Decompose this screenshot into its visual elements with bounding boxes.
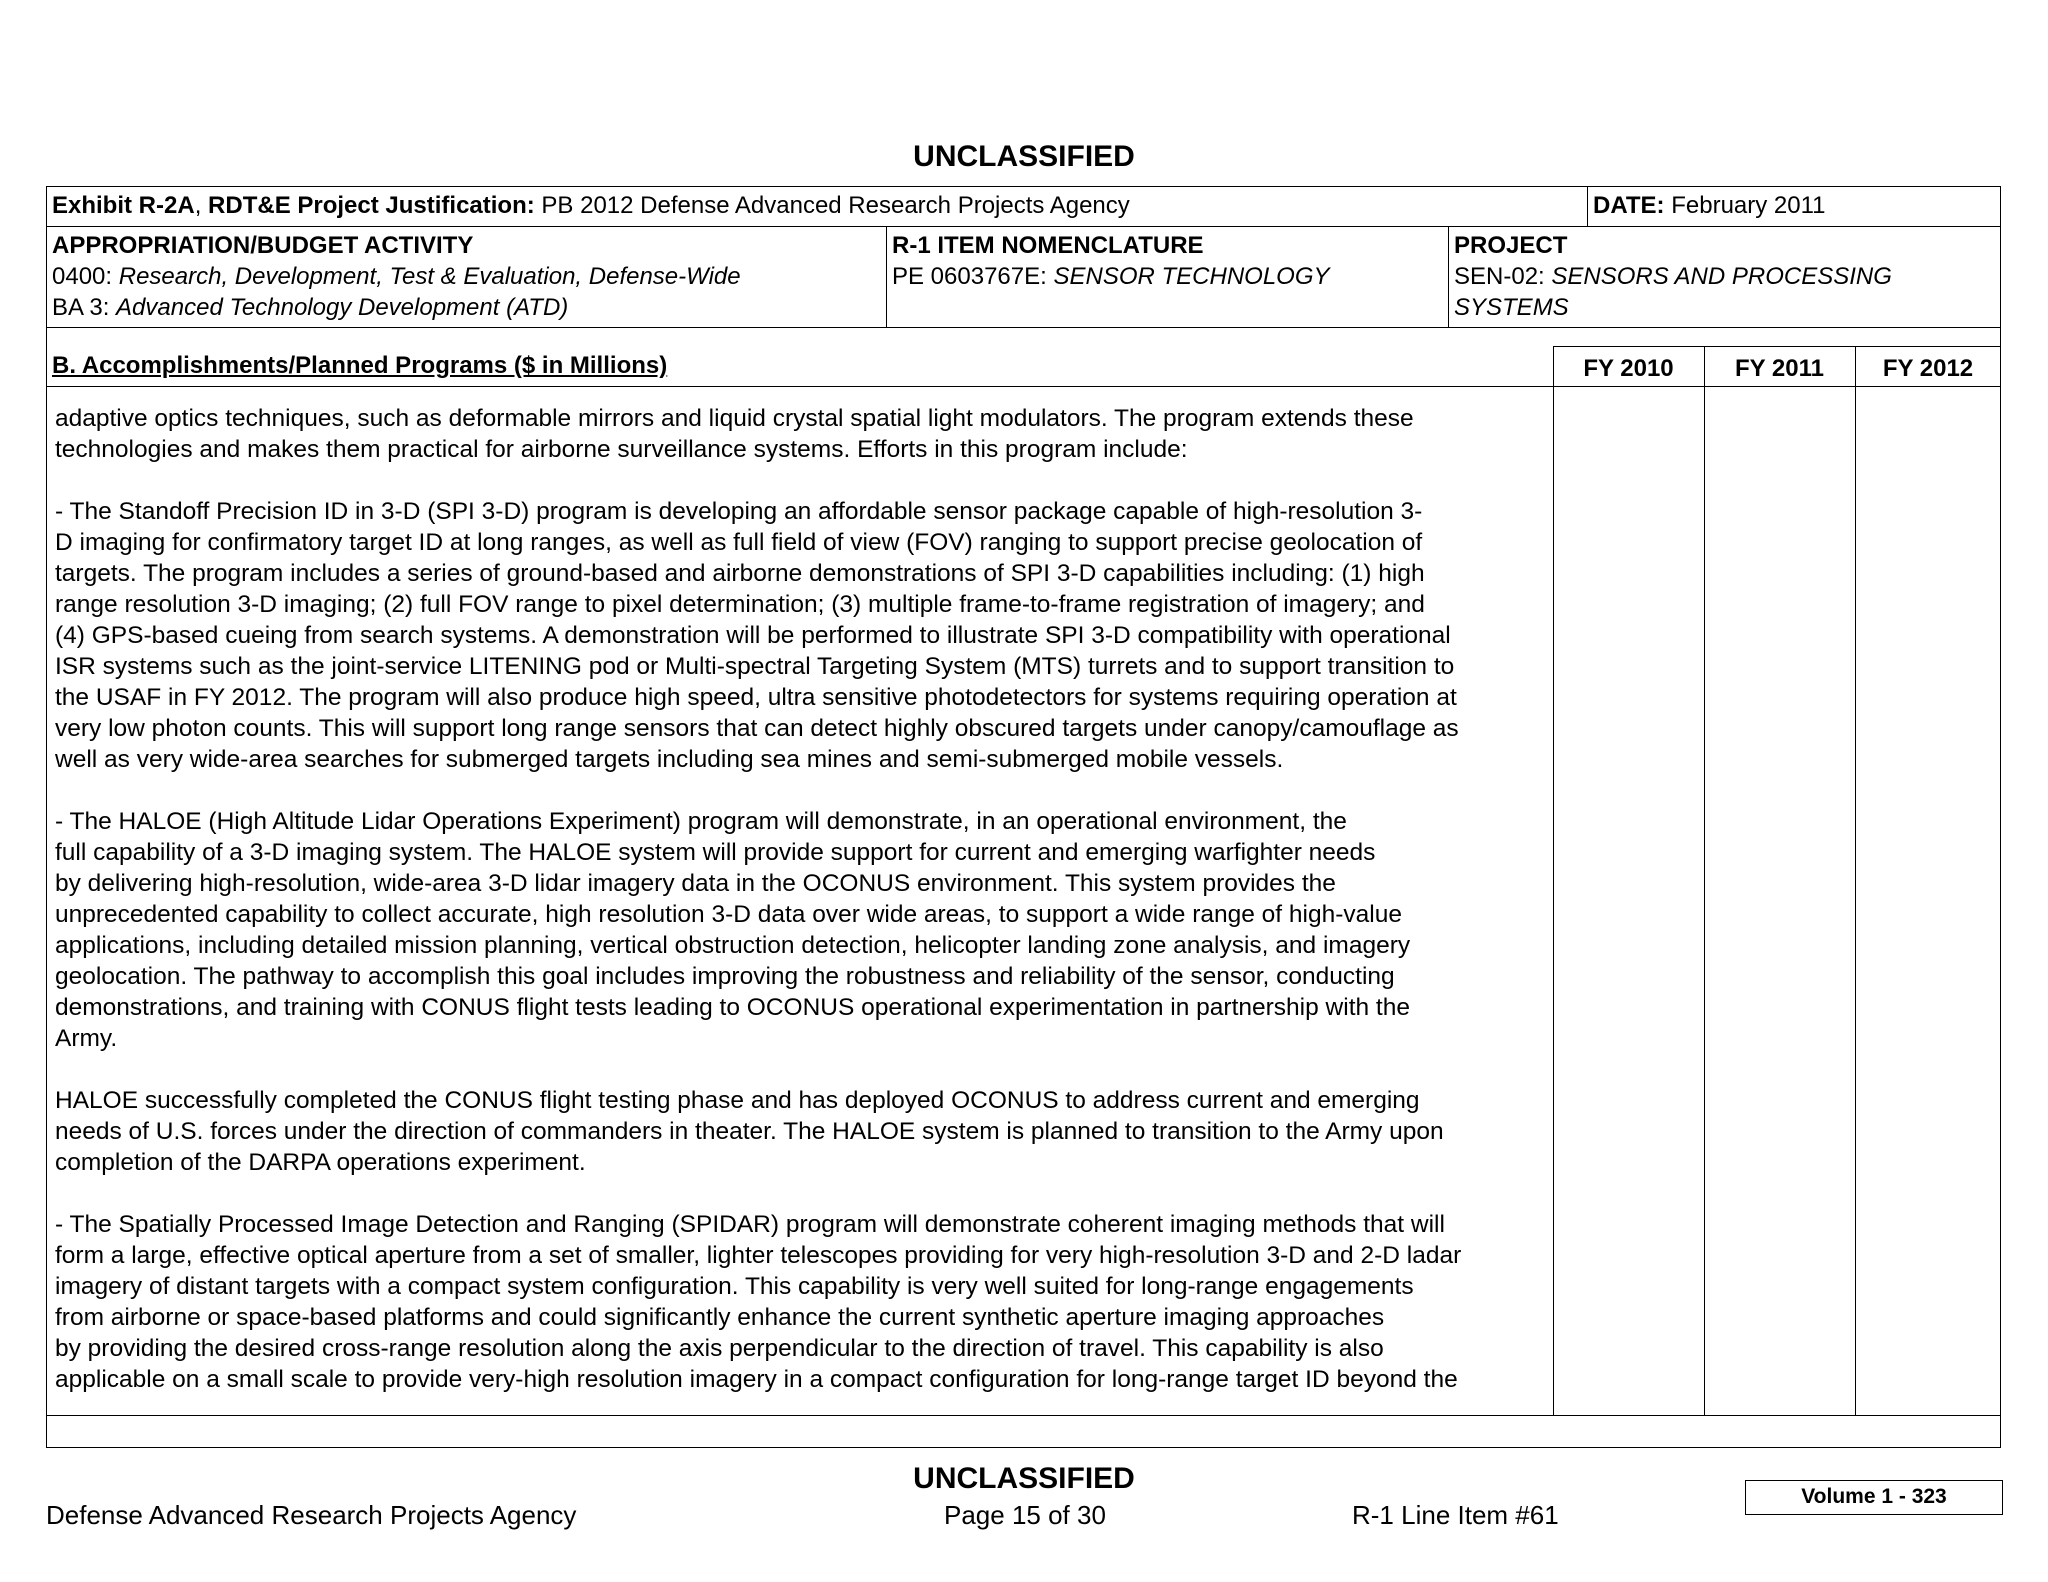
classification-bottom: UNCLASSIFIED <box>913 1462 1135 1495</box>
exhibit-title: Exhibit R-2A, RDT&E Project Justification: PB 2012 Defense Advanced Research Projects Agency <box>52 192 1130 219</box>
nomenclature-text: SENSOR TECHNOLOGY <box>1053 263 1330 290</box>
project-label: PROJECT <box>1454 232 1568 259</box>
project-text: SENSORS AND PROCESSING SYSTEMS <box>1454 263 1892 321</box>
section-title: B. Accomplishments/Planned Programs ($ in Millions) <box>52 352 668 379</box>
fy-2010-header: FY 2010 <box>1583 355 1674 382</box>
fy-2011-header: FY 2011 <box>1735 355 1824 382</box>
date-label: DATE: <box>1593 192 1665 219</box>
exhibit-heading: RDT&E Project Justification: <box>208 192 535 219</box>
exhibit-agency: PB 2012 Defense Advanced Research Projects Agency <box>534 192 1130 219</box>
appropriation-cell: APPROPRIATION/BUDGET ACTIVITY 0400: Research, Development, Test & Evaluation, Defense-Wide BA 3: Advanced Technology Development (ATD) <box>52 232 741 321</box>
paragraph: adaptive optics techniques, such as deformable mirrors and liquid crystal spatial light modulators. The program extends these technologies and makes them practical for airborne surveillance systems. Efforts in this program include: <box>55 405 1414 463</box>
footer-page: Page 15 of 30 <box>944 1500 1106 1530</box>
footer-agency: Defense Advanced Research Projects Agency <box>46 1500 577 1530</box>
exhibit-label: Exhibit R-2A <box>52 192 195 219</box>
classification-top: UNCLASSIFIED <box>913 140 1135 173</box>
date-value: February 2011 <box>1664 192 1826 219</box>
appropriation-line1: Research, Development, Test & Evaluation, Defense-Wide <box>118 263 741 290</box>
exhibit-date <box>1593 190 1993 221</box>
nomenclature-cell: R-1 ITEM NOMENCLATURE PE 0603767E: SENSOR TECHNOLOGY <box>892 232 1330 290</box>
paragraph: HALOE successfully completed the CONUS flight testing phase and has deployed OCONUS to address current and emerging needs of U.S. forces under the direction of commanders in theater. The HALOE system is planned to transition to the Army upon completion of the DARPA operations experiment. <box>55 1087 1444 1176</box>
footer-line-item: R-1 Line Item #61 <box>1352 1500 1559 1530</box>
footer-volume: Volume 1 - 323 <box>1745 1480 2003 1515</box>
paragraph: - The Standoff Precision ID in 3-D (SPI 3-D) program is developing an affordable sensor package capable of high-resolution 3- D imaging for confirmatory target ID at long ranges, as well as full field of view (FOV) ranging to support precise geolocation of targets. The program includes a series of ground-based and airborne demonstrations of SPI 3-D capabilities including: (1) high range resolution 3-D imaging; (2) full FOV range to pixel determination; (3) multiple frame-to-frame registration of imagery; and (4) GPS-based cueing from search systems. A demonstration will be performed to illustrate SPI 3-D compatibility with operational ISR systems such as the joint-service LITENING pod or Multi-spectral Targeting System (MTS) turrets and to support transition to the USAF in FY 2012. The program will also produce high speed, ultra sensitive photodetectors for systems requiring operation at very low photon counts. This will support long range sensors that can detect highly obscured targets under canopy/camouflage as well as very wide-area searches for submerged targets including sea mines and semi-submerged mobile vessels. <box>55 498 1459 773</box>
body-text <box>55 403 1552 1426</box>
nomenclature-label: R-1 ITEM NOMENCLATURE <box>892 232 1204 259</box>
paragraph: - The HALOE (High Altitude Lidar Operations Experiment) program will demonstrate, in an operational environment, the full capability of a 3-D imaging system. The HALOE system will provide support for current and emerging warfighter needs by delivering high-resolution, wide-area 3-D lidar imagery data in the OCONUS environment. This system provides the unprecedented capability to collect accurate, high resolution 3-D data over wide areas, to support a wide range of high-value applications, including detailed mission planning, vertical obstruction detection, helicopter landing zone analysis, and imagery geolocation. The pathway to accomplish this goal includes improving the robustness and reliability of the sensor, conducting demonstrations, and training with CONUS flight tests leading to OCONUS operational experimentation in partnership with the Army. <box>55 808 1411 1052</box>
project-cell: PROJECT SEN-02: SENSORS AND PROCESSING SYSTEMS <box>1454 232 1892 321</box>
appropriation-line2: Advanced Technology Development (ATD) <box>116 294 569 321</box>
fy-2012-header: FY 2012 <box>1882 355 1974 382</box>
appropriation-label: APPROPRIATION/BUDGET ACTIVITY <box>52 232 474 259</box>
paragraph: - The Spatially Processed Image Detection and Ranging (SPIDAR) program will demonstrate coherent imaging methods that will form a large, effective optical aperture from a set of smaller, lighter telescopes providing for very high-resolution 3-D and 2-D ladar imagery of distant targets with a compact system configuration. This capability is very well suited for long-range engagements from airborne or space-based platforms and could significantly enhance the current synthetic aperture imaging approaches by providing the desired cross-range resolution along the axis perpendicular to the direction of travel. This capability is also applicable on a small scale to provide very-high resolution imagery in a compact configuration for long-range target ID beyond the <box>55 1211 1462 1393</box>
